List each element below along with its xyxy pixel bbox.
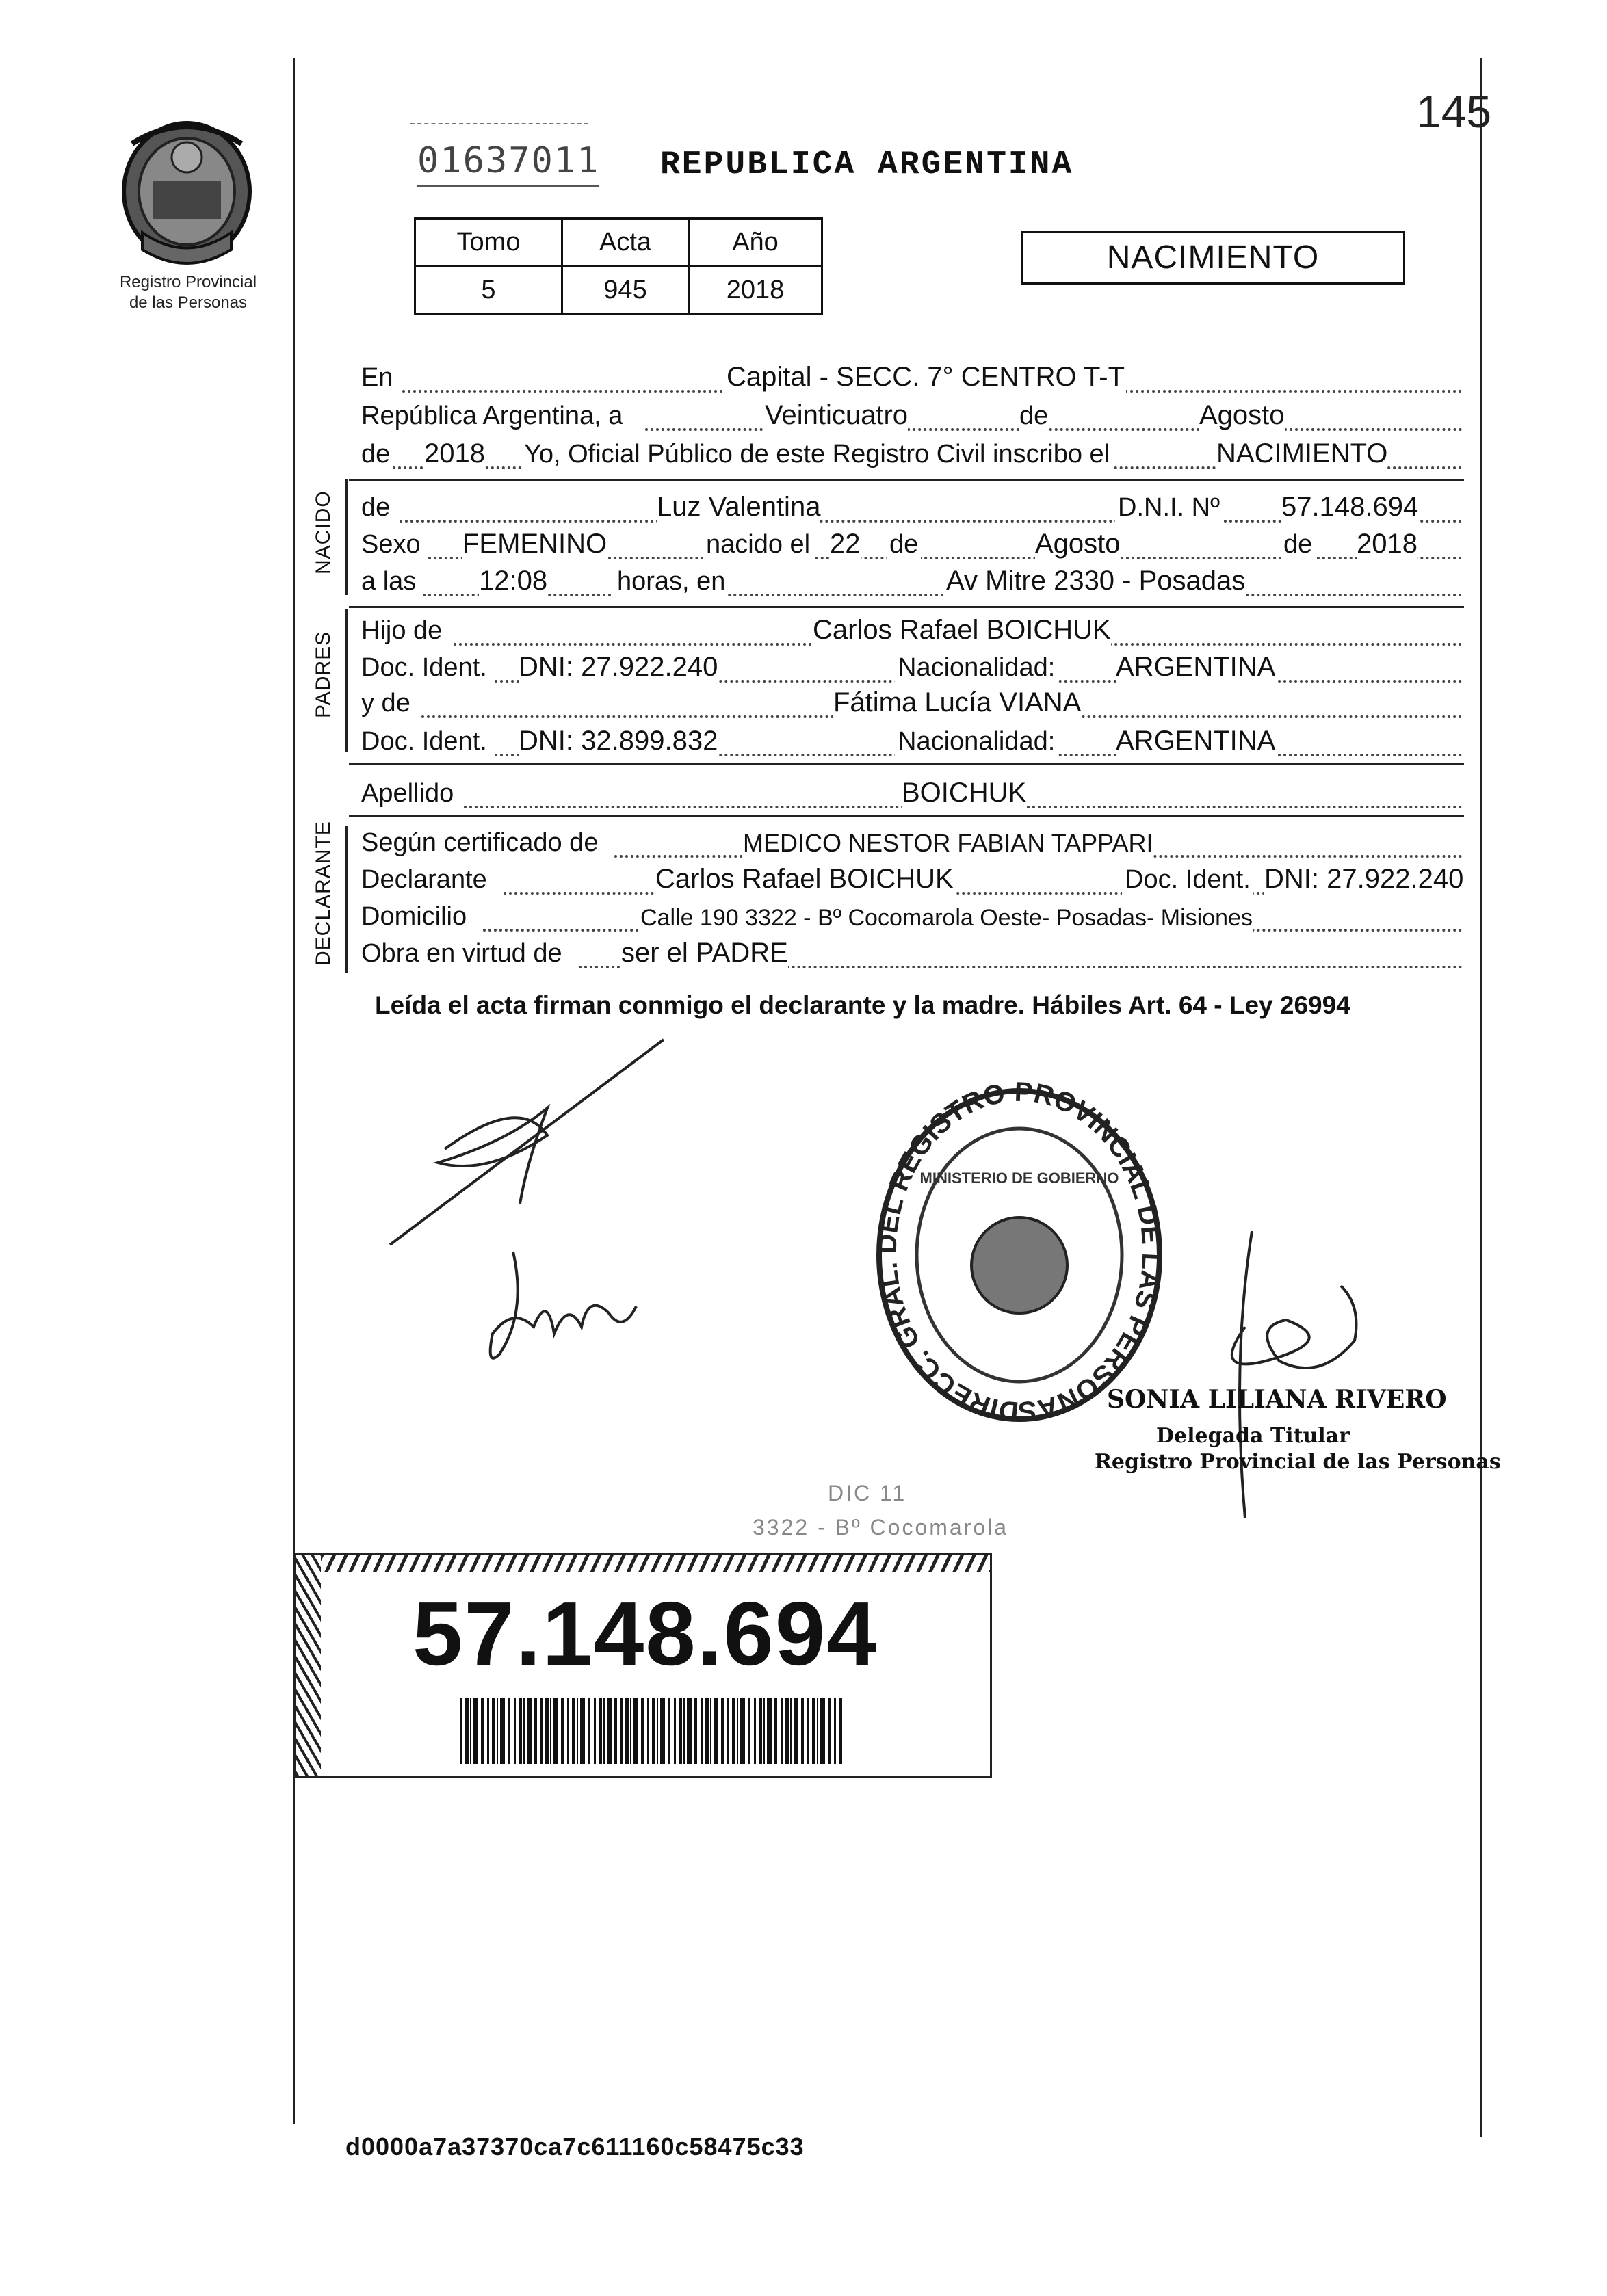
label-republic: República Argentina, a	[361, 401, 623, 430]
barcode-bar	[828, 1698, 831, 1764]
barcode-bar	[527, 1698, 532, 1764]
value-address: Calle 190 3322 - Bº Cocomarola Oeste- Posadas- Misiones	[640, 905, 1253, 931]
barcode-bar	[660, 1698, 665, 1764]
label-horas-en: horas, en	[614, 567, 728, 596]
section-label-padres: PADRES	[312, 631, 335, 718]
footer-hash: d0000a7a37370ca7c611160c58475c33	[345, 2133, 805, 2161]
sticker-guilloche	[296, 1555, 321, 1776]
value-place: Capital - SECC. 7° CENTRO T-T	[727, 362, 1125, 392]
barcode-bar	[577, 1698, 578, 1764]
barcode-bar	[834, 1698, 836, 1764]
barcode-bar	[625, 1698, 629, 1764]
value-birthplace: Av Mitre 2330 - Posadas	[946, 566, 1246, 596]
value-father-doc: DNI: 27.922.240	[519, 652, 718, 682]
faint-stamp-text: 3322 - Bº Cocomarola	[753, 1515, 1009, 1540]
barcode-bar	[740, 1698, 745, 1764]
crest-caption-line2: de las Personas	[129, 293, 248, 312]
left-margin-rule	[293, 58, 295, 2124]
label-doc-ident: Doc. Ident.	[1122, 865, 1253, 895]
officer-text: Yo, Oficial Público de este Registro Civil inscribo el	[521, 440, 1112, 469]
barcode-bar	[630, 1698, 631, 1764]
barcode-bar	[754, 1698, 756, 1764]
value-mother-name: Fátima Lucía VIANA	[833, 687, 1082, 717]
row-address	[361, 900, 1464, 936]
serial-number: 01637011	[417, 140, 599, 187]
row-declarant	[361, 863, 1464, 899]
section-bar	[345, 479, 348, 595]
value-sexo: FEMENINO	[462, 529, 607, 559]
registry-header-ano: Año	[689, 219, 822, 267]
barcode-bar	[817, 1698, 818, 1764]
barcode-bar	[550, 1698, 551, 1764]
officer-name: SONIA LILIANA RIVERO	[1107, 1385, 1447, 1414]
barcode-bar	[820, 1698, 825, 1764]
barcode-bar	[492, 1698, 495, 1764]
row-obra	[361, 937, 1464, 973]
value-child-dni: 57.148.694	[1281, 492, 1419, 522]
registry-value-row	[415, 267, 822, 315]
registry-value-ano: 2018	[689, 267, 822, 315]
section-bar	[345, 826, 348, 973]
registry-table	[414, 217, 823, 315]
barcode-bar	[683, 1698, 685, 1764]
value-year: 2018	[424, 438, 485, 469]
dotted-line	[423, 594, 1463, 596]
value-surname: BOICHUK	[902, 778, 1027, 808]
label-apellido: Apellido	[361, 779, 454, 808]
barcode-bar	[500, 1698, 505, 1764]
row-certificate	[361, 826, 1464, 862]
section-rule	[349, 815, 1464, 817]
registry-header-row	[415, 219, 822, 267]
declarant-signature-icon	[383, 1026, 684, 1252]
value-registered-type: NACIMIENTO	[1216, 438, 1388, 469]
row-child-name	[361, 491, 1464, 527]
row-father	[361, 614, 1464, 650]
barcode-bar	[705, 1698, 709, 1764]
barcode-bar	[594, 1698, 596, 1764]
label-doc-ident: Doc. Ident.	[361, 653, 487, 682]
label-dni: D.N.I. Nº	[1115, 493, 1223, 523]
right-margin-rule	[1480, 58, 1482, 2137]
registry-value-acta: 945	[562, 267, 689, 315]
value-day-words: Veinticuatro	[765, 400, 909, 430]
barcode-bar	[534, 1698, 537, 1764]
barcode-bar	[588, 1698, 590, 1764]
value-month: Agosto	[1199, 400, 1285, 430]
barcode-bar	[553, 1698, 558, 1764]
dni-sticker	[294, 1553, 992, 1778]
row-place	[361, 361, 1464, 397]
barcode-bar	[694, 1698, 697, 1764]
registry-header-acta: Acta	[562, 219, 689, 267]
barcode-bar	[767, 1698, 772, 1764]
barcode-bar	[508, 1698, 510, 1764]
barcode-bar	[514, 1698, 516, 1764]
barcode-bar	[674, 1698, 676, 1764]
value-father-name: Carlos Rafael BOICHUK	[813, 615, 1111, 645]
value-birth-time: 12:08	[479, 566, 548, 596]
row-officer	[361, 438, 1464, 473]
officer-role: Delegada Titular	[1156, 1424, 1350, 1448]
label-doc-ident: Doc. Ident.	[361, 727, 487, 756]
label-de: de	[1019, 401, 1049, 430]
barcode-bar	[497, 1698, 498, 1764]
barcode-bar	[763, 1698, 765, 1764]
row-mother	[361, 687, 1464, 722]
barcode-bar	[460, 1698, 462, 1764]
barcode-bar	[701, 1698, 703, 1764]
label-de: de	[361, 440, 391, 469]
value-obra: ser el PADRE	[621, 938, 788, 968]
barcode-bar	[759, 1698, 762, 1764]
label-sexo: Sexo	[361, 530, 421, 559]
barcode-bar	[781, 1698, 783, 1764]
serial-top-rule	[410, 123, 588, 124]
value-father-nationality: ARGENTINA	[1116, 652, 1276, 682]
barcode-bar	[774, 1698, 777, 1764]
sticker-dni-number: 57.148.694	[413, 1583, 878, 1684]
barcode-bar	[785, 1698, 789, 1764]
section-bar	[345, 609, 348, 752]
officer-signature-icon	[1204, 1224, 1375, 1525]
row-surname	[361, 777, 1464, 813]
barcode-bar	[567, 1698, 569, 1764]
label-domicilio: Domicilio	[361, 902, 467, 931]
barcode-bar	[523, 1698, 525, 1764]
barcode-bar	[732, 1698, 735, 1764]
section-label-declarante: DECLARANTE	[312, 821, 335, 966]
barcode-bar	[540, 1698, 543, 1764]
value-declarant-doc: DNI: 27.922.240	[1264, 864, 1464, 894]
label-nacido-el: nacido el	[703, 530, 813, 559]
official-stamp-icon	[869, 1081, 1170, 1429]
barcode-bar	[801, 1698, 804, 1764]
barcode-icon	[460, 1698, 844, 1764]
section-rule	[349, 479, 1464, 481]
barcode-bar	[657, 1698, 658, 1764]
section-label-nacido: NACIDO	[312, 490, 335, 575]
barcode-bar	[679, 1698, 682, 1764]
barcode-bar	[652, 1698, 655, 1764]
barcode-bar	[807, 1698, 809, 1764]
label-de: de	[887, 530, 921, 559]
barcode-bar	[473, 1698, 478, 1764]
label-de: de	[361, 493, 391, 522]
section-rule	[349, 606, 1464, 608]
closing-note: Leída el acta firman conmigo el declarante y la madre. Hábiles Art. 64 - Ley 26994	[375, 991, 1350, 1019]
row-date	[361, 399, 1464, 435]
province-crest-icon	[115, 116, 259, 274]
label-y-de: y de	[361, 689, 410, 717]
registry-header-tomo: Tomo	[415, 219, 562, 267]
value-child-name: Luz Valentina	[657, 492, 821, 522]
stamp-outer-text: DIRECC. GRAL. DEL REGISTRO PROVINCIAL DE LAS PERSONAS	[872, 1081, 1167, 1427]
barcode-bar	[603, 1698, 605, 1764]
barcode-bar	[721, 1698, 724, 1764]
barcode-bar	[519, 1698, 522, 1764]
faint-stamp-text: DIC 11	[828, 1481, 907, 1505]
value-mother-nationality: ARGENTINA	[1116, 726, 1276, 756]
barcode-bar	[687, 1698, 692, 1764]
barcode-bar	[487, 1698, 489, 1764]
barcode-bar	[481, 1698, 484, 1764]
document-type-box: NACIMIENTO	[1021, 231, 1405, 285]
row-father-doc	[361, 651, 1464, 687]
barcode-bar	[614, 1698, 617, 1764]
officer-organization: Registro Provincial de las Personas	[1095, 1450, 1501, 1474]
value-birth-year: 2018	[1357, 529, 1417, 559]
barcode-bar	[572, 1698, 575, 1764]
stamp-inner-text: MINISTERIO DE GOBIERNO	[919, 1170, 1119, 1187]
barcode-bar	[737, 1698, 738, 1764]
row-mother-doc	[361, 725, 1464, 761]
label-declarante: Declarante	[361, 865, 487, 894]
label-de: de	[1281, 530, 1315, 559]
barcode-bar	[607, 1698, 612, 1764]
value-certificate: MEDICO NESTOR FABIAN TAPPARI	[743, 829, 1153, 857]
crest-caption-line1: Registro Provincial	[119, 273, 257, 291]
label-segun-certificado: Según certificado de	[361, 828, 599, 857]
registry-value-tomo: 5	[415, 267, 562, 315]
section-rule	[349, 763, 1464, 765]
value-birth-day: 22	[830, 529, 861, 559]
barcode-bar	[620, 1698, 623, 1764]
barcode-bar	[647, 1698, 649, 1764]
barcode-bar	[580, 1698, 585, 1764]
barcode-bar	[470, 1698, 471, 1764]
barcode-bar	[641, 1698, 644, 1764]
value-mother-doc: DNI: 32.899.832	[519, 726, 718, 756]
barcode-bar	[633, 1698, 638, 1764]
barcode-bar	[790, 1698, 792, 1764]
barcode-bar	[714, 1698, 718, 1764]
value-declarant: Carlos Rafael BOICHUK	[655, 864, 954, 894]
label-nacionalidad: Nacionalidad:	[895, 653, 1058, 683]
mother-signature-icon	[472, 1231, 650, 1382]
label-a-las: a las	[361, 567, 417, 596]
barcode-bar	[839, 1698, 842, 1764]
value-birth-month: Agosto	[1035, 529, 1121, 559]
barcode-bar	[599, 1698, 602, 1764]
label-en: En	[361, 363, 393, 392]
barcode-bar	[668, 1698, 670, 1764]
barcode-bar	[794, 1698, 798, 1764]
sticker-hatch-border	[296, 1555, 990, 1572]
row-sex-birthdate	[361, 528, 1464, 564]
label-hijo-de: Hijo de	[361, 616, 443, 645]
row-time-place	[361, 565, 1464, 601]
barcode-bar	[545, 1698, 549, 1764]
barcode-bar	[812, 1698, 815, 1764]
label-obra-en-virtud: Obra en virtud de	[361, 939, 562, 968]
crest-caption	[89, 272, 287, 313]
label-nacionalidad: Nacionalidad:	[895, 727, 1058, 756]
barcode-bar	[727, 1698, 729, 1764]
barcode-bar	[748, 1698, 750, 1764]
barcode-bar	[561, 1698, 564, 1764]
page-number: 145	[1416, 86, 1492, 137]
country-title: REPUBLICA ARGENTINA	[660, 146, 1074, 183]
barcode-bar	[465, 1698, 469, 1764]
barcode-bar	[710, 1698, 711, 1764]
